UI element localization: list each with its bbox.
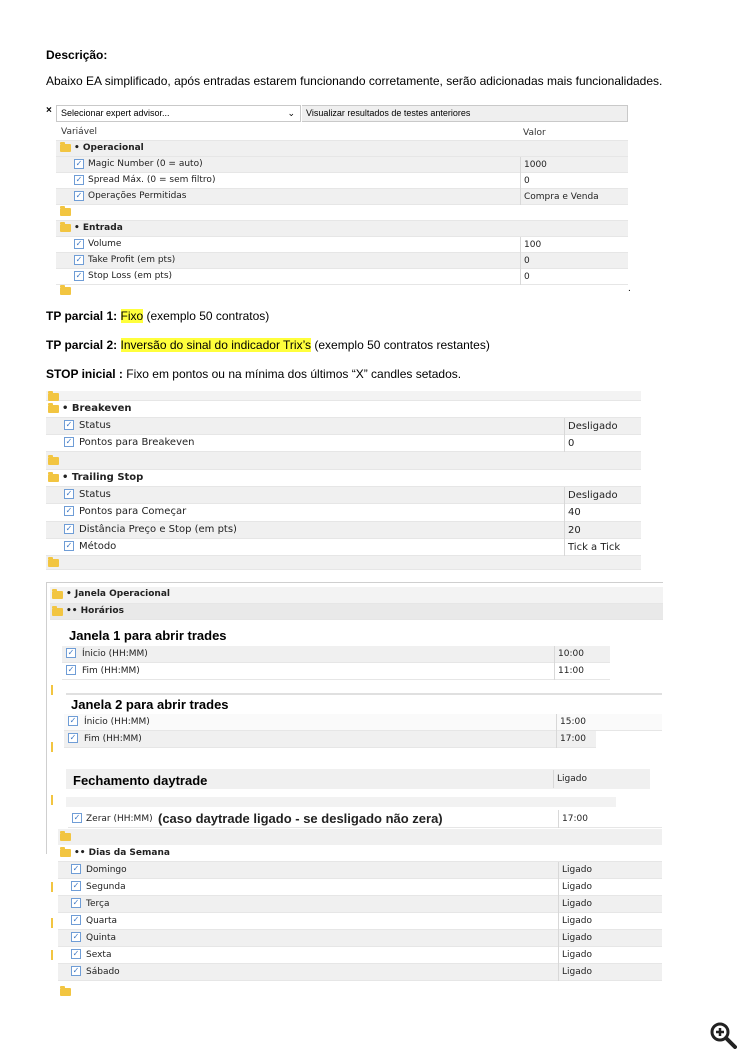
fechamento-daytrade-title: Fechamento daytrade — [73, 773, 208, 788]
param-name: Zerar (HH:MM) — [86, 814, 153, 824]
inputs-table-3 — [50, 587, 663, 620]
intro-text: Abaixo EA simplificado, após entradas estarem funcionando corretamente, serão adicionadas mais funcionalidades. — [46, 74, 663, 88]
checkbox-icon[interactable] — [74, 239, 84, 249]
tp2-highlight: Inversão do sinal do indicador Trix’s — [120, 338, 312, 352]
tp-parcial-1 — [46, 309, 269, 323]
table-row[interactable] — [58, 964, 662, 981]
table-row[interactable] — [56, 237, 628, 253]
checkbox-icon[interactable] — [64, 420, 74, 430]
param-name: Fim (HH:MM) — [84, 734, 142, 744]
trailing-dot: . — [628, 283, 631, 294]
category-row-dias-da-semana[interactable] — [58, 845, 662, 862]
janela-1-table — [62, 646, 610, 680]
param-value[interactable]: Ligado — [558, 930, 592, 947]
separator — [66, 693, 662, 695]
edge-mark — [51, 918, 53, 928]
table-row[interactable] — [68, 810, 662, 828]
table-row[interactable] — [64, 731, 596, 748]
category-label: •• Horários — [66, 606, 124, 616]
param-name: Ínicio (HH:MM) — [82, 649, 148, 659]
edge-mark — [51, 950, 53, 960]
top-edge — [46, 582, 663, 583]
tester-toolbar — [46, 105, 628, 122]
checkbox-icon[interactable] — [71, 949, 81, 959]
param-name: Status — [79, 489, 111, 500]
table-row[interactable] — [56, 269, 628, 285]
param-name: Fim (HH:MM) — [82, 666, 140, 676]
tp1-highlight: Fixo — [120, 309, 144, 323]
param-value[interactable]: 0 — [520, 253, 530, 269]
table-row[interactable] — [56, 173, 628, 189]
expert-advisor-select-label: Selecionar expert advisor... — [61, 108, 170, 118]
checkbox-icon[interactable] — [71, 864, 81, 874]
column-header-variable: Variável — [61, 127, 98, 137]
inputs-table-2 — [46, 391, 641, 570]
param-value[interactable]: Ligado — [558, 862, 592, 879]
param-value[interactable]: Ligado — [558, 913, 592, 930]
zerar-note: (caso daytrade ligado - se desligado não zera) — [158, 811, 443, 826]
zoom-in-icon[interactable] — [709, 1021, 737, 1049]
param-value[interactable]: Tick a Tick — [564, 539, 620, 556]
checkbox-icon[interactable] — [71, 881, 81, 891]
param-value[interactable]: 17:00 — [556, 731, 586, 748]
param-name: Volume — [88, 239, 122, 249]
category-row-janela-operacional[interactable] — [50, 587, 663, 604]
folder-icon — [48, 457, 59, 465]
table-row[interactable] — [58, 896, 662, 913]
table-row[interactable] — [46, 539, 641, 556]
table-row[interactable] — [46, 522, 641, 539]
checkbox-icon[interactable] — [68, 733, 78, 743]
edge-mark — [51, 742, 53, 752]
table-row[interactable] — [58, 879, 662, 896]
table-row[interactable] — [62, 663, 610, 680]
description-heading: Descrição: — [46, 48, 108, 62]
param-value[interactable]: Ligado — [558, 947, 592, 964]
category-row-entrada[interactable] — [56, 221, 628, 237]
folder-icon — [60, 144, 71, 152]
folder-icon — [48, 405, 59, 413]
param-value[interactable]: Compra e Venda — [520, 189, 599, 205]
tp2-rest: (exemplo 50 contratos restantes) — [314, 338, 490, 352]
param-name: Operações Permitidas — [88, 191, 187, 201]
param-value[interactable]: Desligado — [564, 487, 618, 504]
empty-category-row[interactable] — [46, 452, 641, 470]
param-name: Pontos para Começar — [79, 506, 187, 517]
checkbox-icon[interactable] — [71, 898, 81, 908]
table-row[interactable] — [62, 646, 610, 663]
table-header-row — [56, 125, 628, 141]
table-row[interactable] — [46, 487, 641, 504]
checkbox-icon[interactable] — [71, 966, 81, 976]
edge-mark — [51, 795, 53, 805]
param-name: Ínicio (HH:MM) — [84, 717, 150, 727]
table-row[interactable] — [58, 930, 662, 947]
view-previous-results-button[interactable]: Visualizar resultados de testes anteriores — [302, 105, 628, 122]
table-row[interactable] — [46, 435, 641, 452]
checkbox-icon[interactable] — [66, 665, 76, 675]
folder-icon — [60, 833, 71, 841]
folder-icon — [60, 988, 71, 996]
stop-rest: Fixo em pontos ou na mínima dos últimos “X” candles setados. — [126, 367, 462, 381]
table-row[interactable] — [58, 913, 662, 930]
checkbox-icon[interactable] — [71, 915, 81, 925]
column-header-value: Valor — [523, 128, 546, 138]
janela-2-table — [64, 714, 662, 748]
category-row-trailing-stop[interactable] — [46, 470, 641, 487]
param-name: Domingo — [86, 865, 127, 875]
table-row[interactable] — [64, 714, 662, 731]
empty-category-row — [56, 285, 628, 295]
param-name: Take Profit (em pts) — [88, 255, 176, 265]
table-row[interactable] — [46, 418, 641, 435]
category-label: • Breakeven — [62, 403, 132, 414]
param-name: Segunda — [86, 882, 126, 892]
param-name: Distância Preço e Stop (em pts) — [79, 524, 237, 535]
param-value[interactable]: Ligado — [558, 896, 592, 913]
param-value[interactable]: 100 — [520, 237, 541, 253]
stop-label: STOP inicial : — [46, 367, 123, 381]
category-label: • Janela Operacional — [66, 589, 170, 599]
tp1-rest: (exemplo 50 contratos) — [146, 309, 270, 323]
param-value[interactable]: 17:00 — [558, 810, 588, 828]
checkbox-icon[interactable] — [66, 648, 76, 658]
tp2-label: TP parcial 2: — [46, 338, 118, 352]
dias-table — [58, 845, 662, 981]
checkbox-icon[interactable] — [64, 541, 74, 551]
param-value[interactable]: 40 — [564, 504, 581, 522]
chevron-down-icon: ⌄ — [287, 108, 295, 118]
empty-category-row — [46, 391, 641, 401]
checkbox-icon[interactable] — [74, 255, 84, 265]
empty-row-bg — [58, 829, 662, 845]
param-value[interactable]: 11:00 — [554, 663, 584, 680]
folder-icon — [60, 208, 71, 216]
folder-icon — [52, 608, 63, 616]
table-row[interactable] — [56, 189, 628, 205]
param-value[interactable]: 1000 — [520, 157, 547, 173]
folder-icon — [60, 224, 71, 232]
checkbox-icon[interactable] — [72, 813, 82, 823]
param-name: Terça — [86, 899, 110, 909]
param-name: Quarta — [86, 916, 118, 926]
param-value[interactable]: 15:00 — [556, 714, 586, 731]
checkbox-icon[interactable] — [74, 175, 84, 185]
stop-inicial — [46, 367, 461, 381]
param-value[interactable]: 0 — [520, 269, 530, 285]
param-value[interactable]: Ligado — [558, 879, 592, 896]
category-label: • Operacional — [74, 143, 144, 153]
category-row-operacional[interactable] — [56, 141, 628, 157]
left-edge — [46, 582, 47, 854]
checkbox-icon[interactable] — [68, 716, 78, 726]
category-label: • Trailing Stop — [62, 472, 144, 483]
param-name: Sexta — [86, 950, 112, 960]
param-name: Quinta — [86, 933, 117, 943]
category-row-horarios[interactable] — [50, 604, 663, 620]
janela-2-title: Janela 2 para abrir trades — [71, 697, 229, 712]
checkbox-icon[interactable] — [74, 191, 84, 201]
table-row[interactable] — [56, 253, 628, 269]
close-icon[interactable]: × — [46, 105, 52, 116]
edge-mark — [51, 882, 53, 892]
checkbox-icon[interactable] — [64, 437, 74, 447]
edge-mark — [51, 685, 53, 695]
table-row[interactable] — [46, 504, 641, 522]
param-name: Magic Number (0 = auto) — [88, 159, 203, 169]
zerar-table — [68, 810, 662, 828]
param-value[interactable]: Desligado — [564, 418, 618, 435]
category-row-breakeven[interactable] — [46, 401, 641, 418]
param-name: Sábado — [86, 967, 120, 977]
table-row[interactable] — [56, 157, 628, 173]
param-name: Status — [79, 420, 111, 431]
param-value[interactable]: 20 — [564, 522, 581, 539]
param-name: Método — [79, 541, 117, 552]
janela-1-title: Janela 1 para abrir trades — [69, 628, 227, 643]
param-value[interactable]: Ligado — [553, 770, 587, 788]
checkbox-icon[interactable] — [74, 159, 84, 169]
param-value[interactable]: 0 — [520, 173, 530, 189]
category-label: • Entrada — [74, 223, 123, 233]
param-value[interactable]: Ligado — [558, 964, 592, 981]
empty-category-row[interactable] — [46, 556, 641, 570]
empty-category-row[interactable] — [56, 205, 628, 221]
table-row[interactable] — [58, 947, 662, 964]
checkbox-icon[interactable] — [64, 489, 74, 499]
param-name: Spread Máx. (0 = sem filtro) — [88, 175, 216, 185]
checkbox-icon[interactable] — [71, 932, 81, 942]
expert-advisor-select[interactable] — [56, 105, 301, 122]
table-row[interactable] — [58, 862, 662, 879]
inputs-table-1 — [56, 125, 628, 295]
checkbox-icon[interactable] — [64, 524, 74, 534]
folder-icon — [48, 393, 59, 401]
folder-icon — [48, 559, 59, 567]
param-value[interactable]: 10:00 — [554, 646, 584, 663]
separator — [66, 797, 616, 807]
category-label: •• Dias da Semana — [74, 848, 170, 858]
param-name: Pontos para Breakeven — [79, 437, 195, 448]
param-name: Stop Loss (em pts) — [88, 271, 173, 281]
folder-icon — [52, 591, 63, 599]
tp-parcial-2 — [46, 338, 490, 352]
folder-icon — [48, 474, 59, 482]
folder-icon — [60, 849, 71, 857]
param-value[interactable]: 0 — [564, 435, 574, 452]
tp1-label: TP parcial 1: — [46, 309, 118, 323]
folder-icon — [60, 287, 71, 295]
checkbox-icon[interactable] — [64, 506, 74, 516]
checkbox-icon[interactable] — [74, 271, 84, 281]
